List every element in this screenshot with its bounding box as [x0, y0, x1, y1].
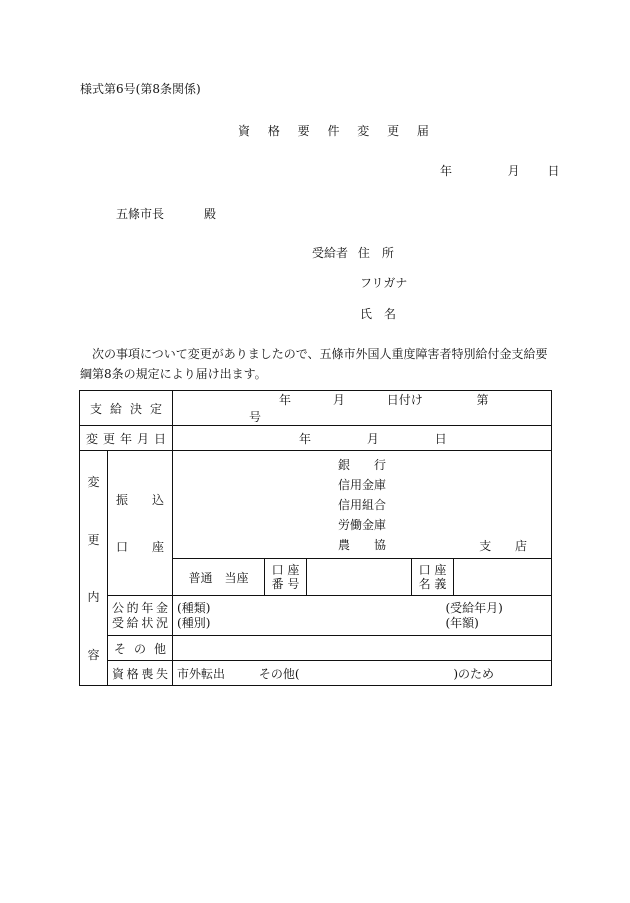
- account-name-label-line: 名 義: [418, 577, 447, 591]
- pension-start: (受給年月): [445, 600, 503, 615]
- document-title: 資 格 要 件 変 更 届: [238, 124, 436, 138]
- loss-label: 資格喪失: [112, 666, 169, 681]
- decision-date-suffix: 日付け: [386, 393, 423, 407]
- bank-row: [80, 451, 552, 559]
- loss-reason-suffix: )のため: [453, 666, 495, 681]
- decision-row: [80, 391, 552, 426]
- vertical-char: 内: [87, 590, 100, 605]
- applicant-role: 受給者: [312, 246, 349, 260]
- date-day: 日: [547, 164, 560, 178]
- pension-field[interactable]: [173, 596, 552, 636]
- pension-category: (種別): [177, 615, 211, 630]
- account-name-label-line: 口 座: [418, 563, 447, 577]
- date-month: 月: [507, 164, 520, 178]
- transfer-label: 振込: [116, 493, 165, 507]
- submission-date: [440, 162, 560, 179]
- vertical-char: 容: [87, 647, 100, 662]
- institution-shinkin: 信用金庫: [338, 477, 387, 492]
- decision-label: 支給決定: [90, 401, 163, 416]
- change-date-label: 変更年月日: [86, 431, 167, 446]
- change-form-table: [79, 390, 552, 686]
- loss-field[interactable]: [173, 661, 552, 686]
- addressee-name: 五條市長: [116, 207, 165, 221]
- institution-labor-bank: 労働金庫: [338, 517, 387, 532]
- institution-credit-union: 信用組合: [338, 497, 387, 512]
- loss-other: その他(: [258, 666, 300, 681]
- account-label: 口座: [116, 540, 165, 554]
- change-date-field[interactable]: [173, 426, 552, 451]
- change-date-row: [80, 426, 552, 451]
- address-label: 住 所: [357, 246, 394, 260]
- other-row: [80, 636, 552, 661]
- change-content-label: [80, 451, 108, 686]
- institution-bank: 銀 行: [338, 457, 387, 472]
- financial-institution-field[interactable]: [173, 451, 552, 559]
- applicant-address-row: [312, 244, 394, 261]
- form-number: 様式第6号(第8条関係): [80, 82, 201, 96]
- date-year: 年: [440, 164, 453, 178]
- account-name-label: [412, 559, 454, 596]
- transfer-account-label: [108, 451, 173, 596]
- furigana-label: フリガナ: [360, 276, 408, 290]
- other-field[interactable]: [173, 636, 552, 661]
- name-label: 氏 名: [360, 307, 397, 321]
- intro-text: 次の事項について変更がありましたので、五條市外国人重度障害者特別給付金支給要綱第8条の規定により届け出ます。: [80, 347, 548, 381]
- pension-type: (種類): [177, 600, 211, 615]
- decision-year: 年: [279, 393, 292, 407]
- pension-label-line: 公的年金: [112, 600, 169, 615]
- account-number-field[interactable]: [307, 559, 412, 596]
- loss-move-out: 市外転出: [177, 666, 226, 681]
- account-name-field[interactable]: [454, 559, 552, 596]
- vertical-char: 変: [87, 475, 100, 490]
- change-year: 年: [299, 431, 312, 446]
- decision-go: 号: [249, 410, 262, 424]
- branch-label: 支 店: [479, 539, 538, 553]
- change-month: 月: [366, 431, 379, 446]
- decision-month: 月: [332, 393, 345, 407]
- vertical-char: 更: [87, 532, 100, 547]
- pension-label: [108, 596, 173, 636]
- decision-field[interactable]: [173, 391, 552, 426]
- decision-dai: 第: [476, 393, 489, 407]
- loss-row: [80, 661, 552, 686]
- other-label: その他: [114, 641, 167, 656]
- addressee: [116, 205, 216, 222]
- honorific: 殿: [204, 207, 217, 221]
- account-number-label: [265, 559, 307, 596]
- account-number-label-line: 番 号: [271, 577, 300, 591]
- institution-agri-coop: 農 協: [338, 537, 387, 552]
- account-type[interactable]: 普通 当座: [173, 559, 265, 596]
- account-number-label-line: 口 座: [271, 563, 300, 577]
- change-day: 日: [434, 431, 447, 446]
- pension-label-line: 受給状況: [112, 615, 169, 630]
- pension-amount: (年額): [445, 615, 479, 630]
- pension-row: [80, 596, 552, 636]
